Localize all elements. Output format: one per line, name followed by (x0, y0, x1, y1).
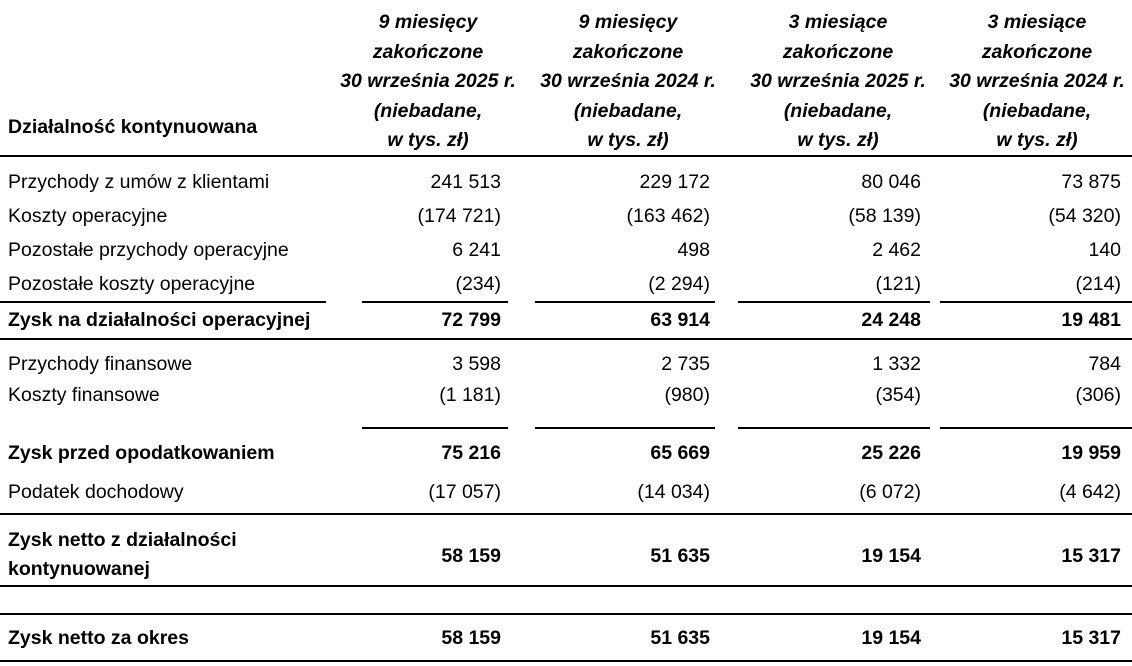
value-3m-2025: (354) (875, 384, 921, 406)
row-label: Zysk przed opodatkowaniem (8, 442, 275, 464)
table-row-total (0, 623, 1132, 653)
value-3m-2025: 24 248 (861, 309, 921, 331)
subtotal-rule (0, 301, 326, 303)
value-9m-2025: 58 159 (441, 627, 501, 649)
row-label: Zysk na działalności operacyjnej (8, 309, 311, 331)
header-line: 3 miesiące (788, 11, 888, 33)
table-row (0, 477, 1132, 507)
value-3m-2025: 19 154 (861, 545, 921, 567)
header-line: 3 miesiące (987, 11, 1087, 33)
column-header-9m-2025 (328, 8, 528, 156)
header-line: zakończone (981, 40, 1093, 63)
value-3m-2025: 1 332 (872, 353, 921, 375)
header-line: zakończone (372, 40, 484, 63)
row-label-line: kontynuowanej (8, 558, 150, 580)
row-label: Podatek dochodowy (8, 481, 184, 503)
value-9m-2024: 229 172 (639, 171, 710, 193)
value-3m-2025: (58 139) (848, 205, 921, 227)
value-9m-2025: 72 799 (441, 309, 501, 331)
subtotal-rule (0, 585, 1132, 587)
value-3m-2025: 80 046 (861, 171, 921, 193)
value-3m-2025: 19 154 (861, 627, 921, 649)
value-9m-2024: 51 635 (650, 545, 710, 567)
header-line: 30 września 2025 r. (750, 70, 926, 92)
row-label: Koszty operacyjne (8, 205, 168, 227)
table-row (0, 269, 1132, 299)
value-9m-2025: 3 598 (452, 353, 501, 375)
value-9m-2025: (234) (455, 273, 501, 295)
header-line: zakończone (572, 40, 684, 63)
value-3m-2024: 784 (1088, 353, 1121, 375)
value-9m-2024: 51 635 (650, 627, 710, 649)
table-row (0, 349, 1132, 379)
header-line: (niebadane, (373, 99, 483, 122)
row-label: Pozostałe koszty operacyjne (8, 273, 256, 295)
column-header-9m-2024 (530, 8, 726, 156)
table-row (0, 201, 1132, 231)
column-header-3m-2024 (940, 8, 1132, 156)
header-rule (0, 155, 1132, 157)
header-line: (niebadane, (982, 99, 1092, 122)
value-3m-2024: 19 481 (1061, 309, 1121, 331)
row-label (8, 526, 237, 584)
row-label-line: Zysk netto z działalności (8, 529, 237, 551)
subtotal-rule (362, 301, 508, 303)
header-line: w tys. zł) (587, 129, 669, 151)
section-title: Działalność kontynuowana (8, 116, 258, 138)
header-line: w tys. zł) (797, 129, 879, 151)
subtotal-rule (940, 427, 1132, 429)
subtotal-rule (738, 427, 930, 429)
value-3m-2024: 15 317 (1061, 545, 1121, 567)
value-9m-2025: 58 159 (441, 545, 501, 567)
header-line: zakończone (782, 40, 894, 63)
value-3m-2024: 19 959 (1061, 442, 1121, 464)
value-3m-2025: (6 072) (859, 481, 921, 503)
subtotal-rule (362, 427, 508, 429)
header-line: 30 września 2024 r. (540, 70, 716, 92)
table-row (0, 167, 1132, 197)
header-line: 9 miesięcy (378, 11, 478, 33)
value-9m-2025: 241 513 (430, 171, 501, 193)
value-3m-2024: (306) (1075, 384, 1121, 406)
value-3m-2024: 73 875 (1061, 171, 1121, 193)
header-line: w tys. zł) (387, 129, 469, 151)
value-9m-2025: (17 057) (428, 481, 501, 503)
table-row (0, 235, 1132, 265)
value-9m-2024: 2 735 (661, 353, 710, 375)
subtotal-rule (738, 301, 930, 303)
value-9m-2024: (2 294) (648, 273, 710, 295)
value-3m-2024: (54 320) (1048, 205, 1121, 227)
value-3m-2024: 15 317 (1061, 627, 1121, 649)
value-9m-2025: 6 241 (452, 239, 501, 261)
value-9m-2024: 498 (677, 239, 710, 261)
row-label: Koszty finansowe (8, 384, 160, 406)
table-row-subtotal (0, 305, 1132, 335)
value-9m-2024: 63 914 (650, 309, 710, 331)
value-9m-2025: 75 216 (441, 442, 501, 464)
subtotal-rule (0, 338, 1132, 340)
value-3m-2025: 2 462 (872, 239, 921, 261)
value-9m-2025: (1 181) (439, 384, 501, 406)
table-row (0, 380, 1132, 410)
value-9m-2024: (980) (664, 384, 710, 406)
subtotal-rule (0, 613, 1132, 615)
table-row-subtotal (0, 526, 1132, 586)
value-9m-2025: (174 721) (417, 205, 501, 227)
table-row-subtotal (0, 438, 1132, 468)
value-9m-2024: (14 034) (637, 481, 710, 503)
row-label: Zysk netto za okres (8, 627, 189, 649)
subtotal-rule (535, 427, 715, 429)
value-3m-2024: 140 (1088, 239, 1121, 261)
subtotal-rule (940, 301, 1132, 303)
value-9m-2024: 65 669 (650, 442, 710, 464)
header-line: (niebadane, (573, 99, 683, 122)
header-line: 9 miesięcy (578, 11, 678, 33)
value-3m-2025: 25 226 (861, 442, 921, 464)
value-9m-2024: (163 462) (626, 205, 710, 227)
row-label: Pozostałe przychody operacyjne (8, 239, 289, 261)
row-label: Przychody finansowe (8, 353, 193, 375)
header-line: (niebadane, (783, 99, 893, 122)
header-line: 30 września 2024 r. (949, 70, 1125, 92)
value-3m-2024: (214) (1075, 273, 1121, 295)
subtotal-rule (0, 513, 1132, 515)
header-line: 30 września 2025 r. (340, 70, 516, 92)
total-rule (0, 660, 1132, 662)
header-line: w tys. zł) (996, 129, 1078, 151)
value-3m-2024: (4 642) (1059, 481, 1121, 503)
column-header-3m-2025 (738, 8, 938, 156)
row-label: Przychody z umów z klientami (8, 171, 270, 193)
value-3m-2025: (121) (875, 273, 921, 295)
subtotal-rule (535, 301, 715, 303)
